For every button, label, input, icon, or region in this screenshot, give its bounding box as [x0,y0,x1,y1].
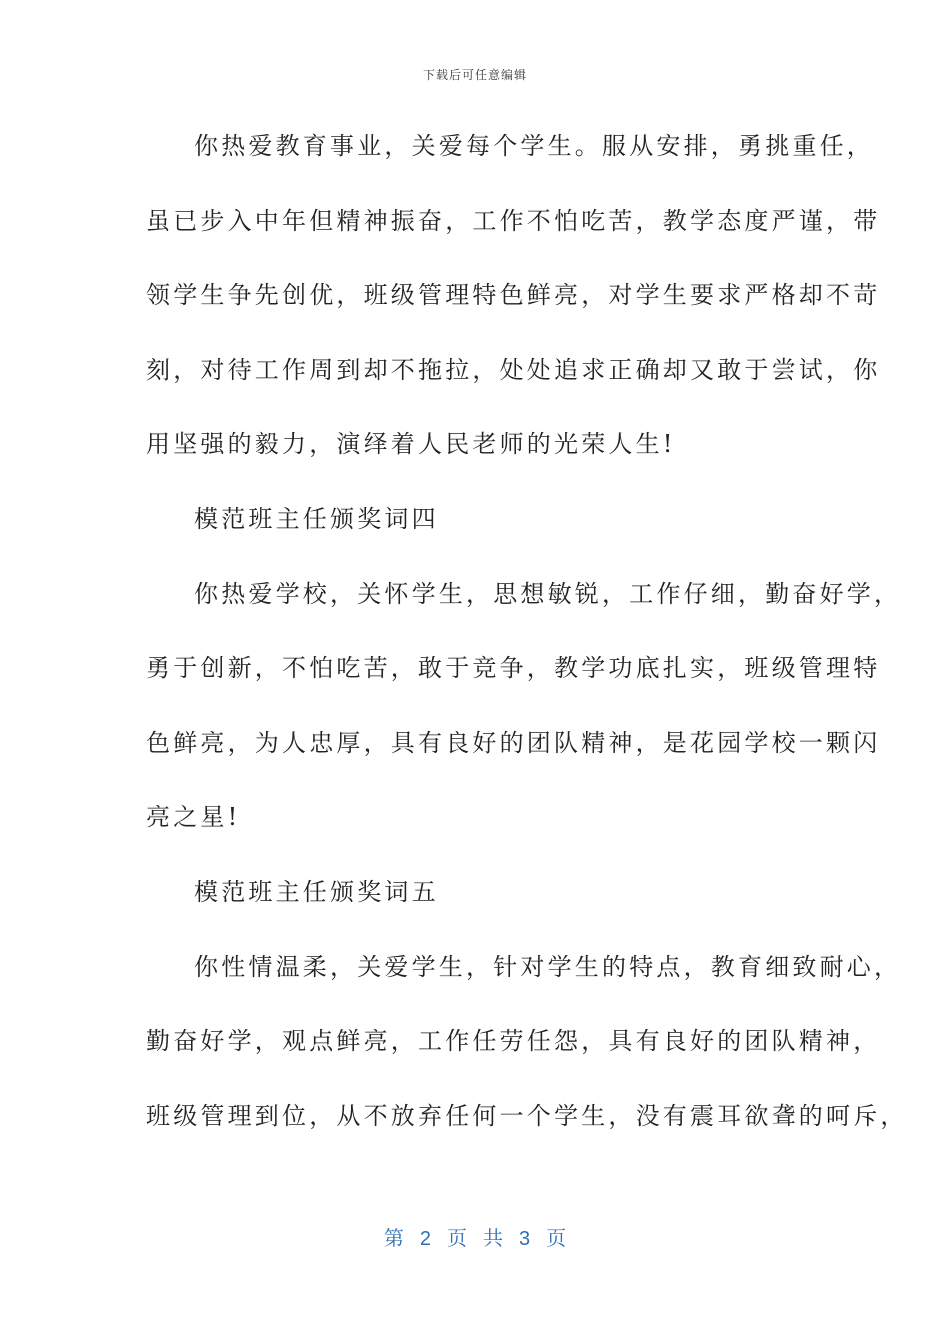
paragraph-line: 你热爱学校，关怀学生，思想敏锐，工作仔细，勤奋好学， [194,579,902,608]
page-header: 下载后可任意编辑 [422,68,527,82]
paragraph-line: 虽已步入中年但精神振奋，工作不怕吃苦，教学态度严谨，带 [146,206,881,235]
footer-total-label: 共 [483,1228,503,1250]
document-body [146,125,908,1169]
paragraph-line: 用坚强的毅力，演绎着人民老师的光荣人生! [146,430,676,459]
paragraph-line: 勤奋好学，观点鲜亮，工作任劳任怨，具有良好的团队精神， [146,1027,881,1056]
paragraph-line: 班级管理到位，从不放弃任何一个学生，没有震耳欲聋的呵斥， [146,1101,908,1130]
section-heading: 模范班主任颁奖词四 [194,504,439,533]
paragraph-line: 亮之星! [146,803,241,832]
paragraph-line: 你性情温柔，关爱学生，针对学生的特点，教育细致耐心， [194,952,902,981]
paragraph-line: 色鲜亮，为人忠厚，具有良好的团队精神，是花园学校一颗闪 [146,728,881,757]
section-heading: 模范班主任颁奖词五 [194,877,439,906]
footer-page-label: 第 [383,1228,404,1250]
footer-page-number: 2 [419,1228,431,1250]
footer-total-pages: 3 [519,1228,531,1250]
paragraph-line: 领学生争先创优，班级管理特色鲜亮，对学生要求严格却不苛 [146,281,881,310]
paragraph-line: 刻，对待工作周到却不拖拉，处处追求正确却又敢于尝试，你 [146,355,881,384]
paragraph-line: 你热爱教育事业，关爱每个学生。服从安排，勇挑重任， [194,132,874,160]
page-footer [0,1222,950,1251]
paragraph-line: 勇于创新，不怕吃苦，敢于竞争，教学功底扎实，班级管理特 [146,654,881,683]
footer-page-unit: 页 [447,1228,467,1250]
footer-total-unit: 页 [546,1228,567,1250]
